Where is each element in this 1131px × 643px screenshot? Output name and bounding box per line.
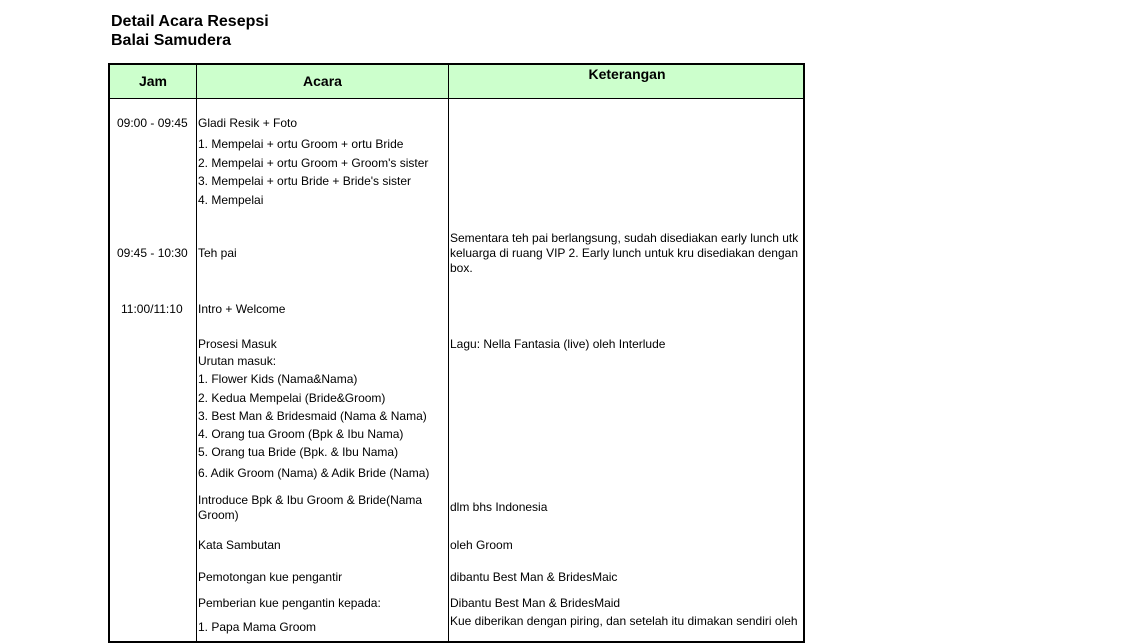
list-item: 1. Flower Kids (Nama&Nama): [198, 372, 358, 386]
cell-jam: 11:00/11:10: [121, 302, 183, 316]
schedule-table: [108, 63, 805, 643]
column-divider: [196, 65, 197, 641]
cell-jam: 09:00 - 09:45: [117, 116, 188, 130]
cell-keterangan: Sementara teh pai berlangsung, sudah disediakan early lunch utk keluarga di ruang VIP 2. Early lunch untuk kru disediakan dengan box.: [450, 231, 799, 275]
cell-acara: Intro + Welcome: [198, 302, 286, 316]
table-header: [110, 65, 803, 99]
list-item: 4. Orang tua Groom (Bpk & Ibu Nama): [198, 427, 404, 441]
cell-acara: Kata Sambutan: [198, 538, 281, 552]
cell-acara: Teh pai: [198, 246, 237, 260]
cell-keterangan: Kue diberikan dengan piring, dan setelah itu dimakan sendiri oleh: [450, 614, 798, 628]
list-heading: Urutan masuk:: [198, 354, 277, 368]
cell-acara: Pemotongan kue pengantir: [198, 570, 343, 584]
cell-acara: Gladi Resik + Foto: [198, 116, 298, 130]
list-item: 2. Mempelai + ortu Groom + Groom's sister: [198, 156, 429, 170]
column-divider: [448, 65, 449, 641]
cell-keterangan: Lagu: Nella Fantasia (live) oleh Interlude: [450, 337, 666, 351]
cell-keterangan: dibantu Best Man & BridesMaic: [450, 570, 618, 584]
cell-acara: Introduce Bpk & Ibu Groom & Bride(Nama Groom): [198, 493, 423, 522]
list-item: 3. Best Man & Bridesmaid (Nama & Nama): [198, 409, 427, 423]
cell-keterangan: Dibantu Best Man & BridesMaid: [450, 596, 621, 610]
cell-acara: Prosesi Masuk: [198, 337, 277, 351]
list-item: 6. Adik Groom (Nama) & Adik Bride (Nama): [198, 466, 430, 480]
list-item: 2. Kedua Mempelai (Bride&Groom): [198, 391, 386, 405]
list-item: 5. Orang tua Bride (Bpk. & Ibu Nama): [198, 445, 399, 459]
list-item: 3. Mempelai + ortu Bride + Bride's sister: [198, 174, 412, 188]
header-acara: Acara: [303, 73, 342, 89]
list-item: 4. Mempelai: [198, 193, 264, 207]
list-item: 1. Papa Mama Groom: [198, 620, 317, 634]
page-subtitle: Balai Samudera: [111, 32, 232, 49]
header-jam: Jam: [138, 73, 168, 89]
cell-jam: 09:45 - 10:30: [117, 246, 188, 260]
cell-acara: Pemberian kue pengantin kepada:: [198, 596, 381, 610]
list-item: 1. Mempelai + ortu Groom + ortu Bride: [198, 137, 404, 151]
header-keterangan: Keterangan: [588, 66, 666, 82]
cell-keterangan: dlm bhs Indonesia: [450, 500, 548, 514]
cell-keterangan: oleh Groom: [450, 538, 513, 552]
page-title: Detail Acara Resepsi: [111, 13, 269, 30]
